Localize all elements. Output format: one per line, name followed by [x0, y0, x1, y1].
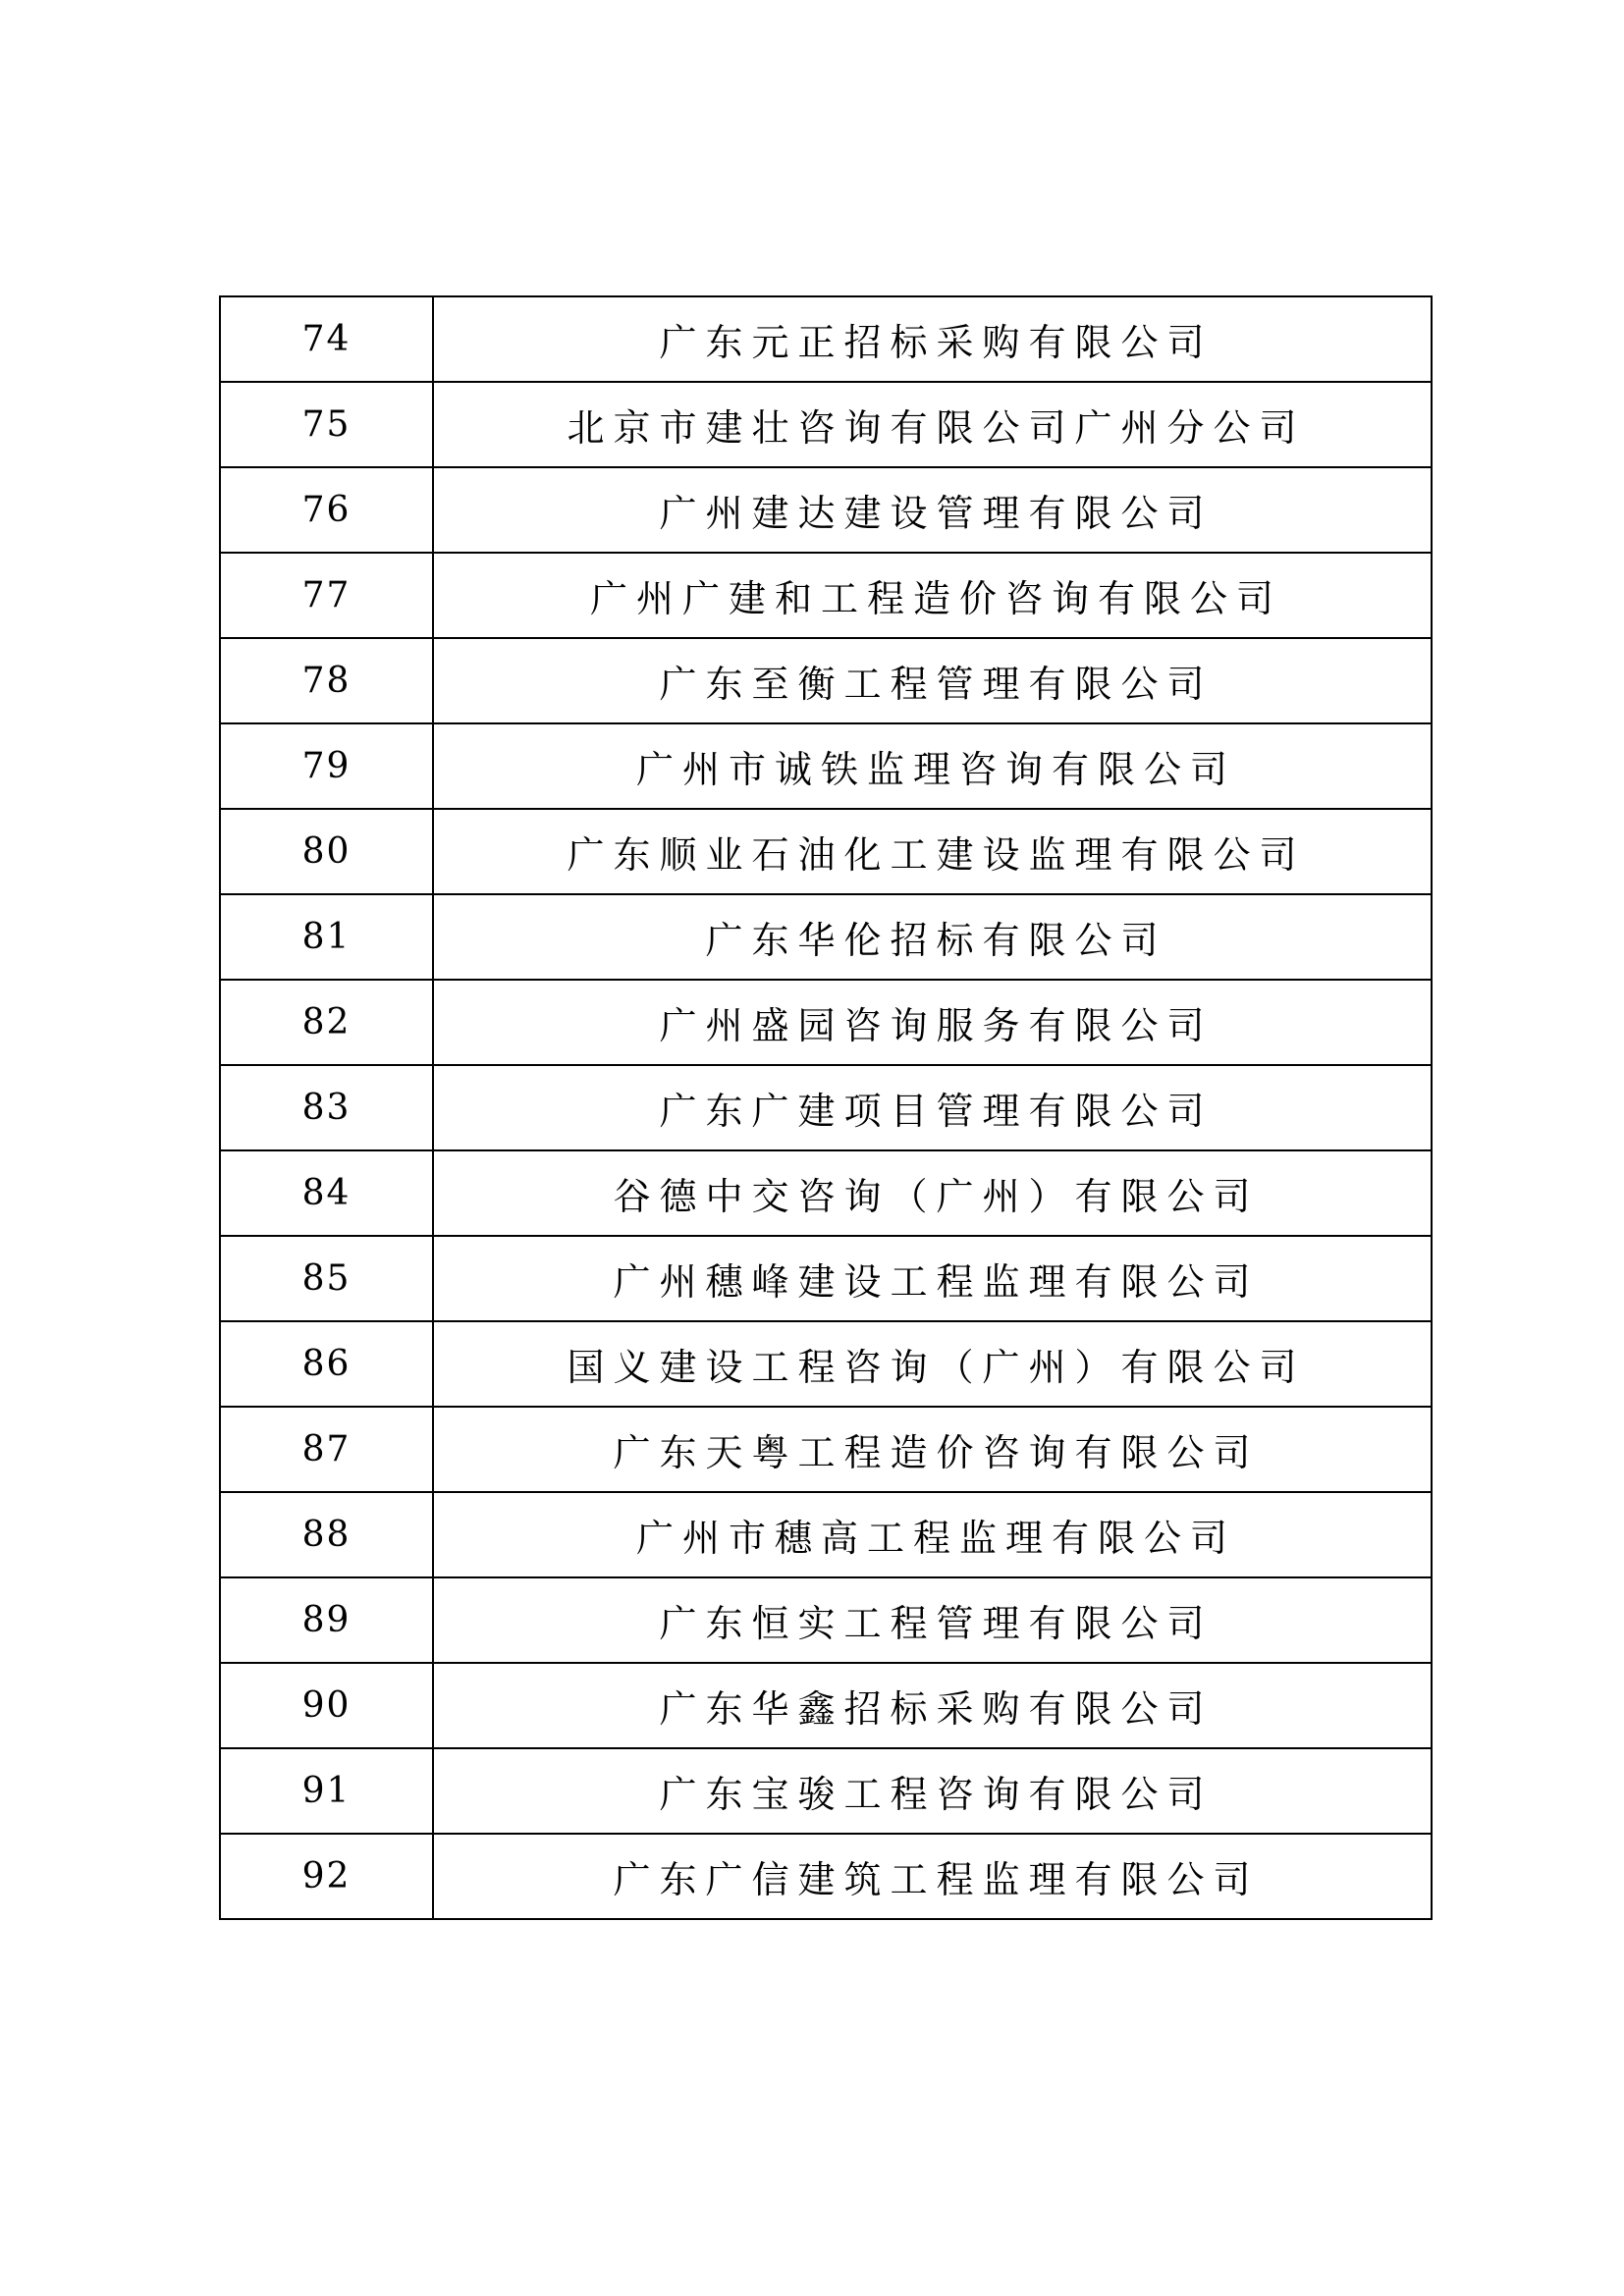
company-name-cell — [433, 1577, 1432, 1663]
company-name-cell — [433, 894, 1432, 980]
table-row — [220, 1407, 1432, 1492]
row-number: 79 — [220, 723, 433, 809]
table-row — [220, 467, 1432, 553]
table-row — [220, 1492, 1432, 1577]
company-name-cell — [433, 1663, 1432, 1748]
table-row — [220, 1150, 1432, 1236]
company-name-cell — [433, 296, 1432, 382]
company-name: 广东华伦招标有限公司 — [705, 919, 1167, 962]
table-row — [220, 296, 1432, 382]
table-row — [220, 382, 1432, 467]
company-name: 广州穗峰建设工程监理有限公司 — [613, 1260, 1260, 1304]
company-name: 广东宝骏工程咨询有限公司 — [659, 1773, 1214, 1816]
row-number: 85 — [220, 1236, 433, 1321]
row-number: 80 — [220, 809, 433, 894]
row-number: 77 — [220, 553, 433, 638]
table-row — [220, 1748, 1432, 1834]
company-name: 谷德中交咨询（广州）有限公司 — [613, 1175, 1260, 1218]
row-number: 83 — [220, 1065, 433, 1150]
row-number: 87 — [220, 1407, 433, 1492]
table-row — [220, 1834, 1432, 1919]
row-number: 76 — [220, 467, 433, 553]
company-name: 广东顺业石油化工建设监理有限公司 — [567, 833, 1306, 877]
table-row — [220, 1321, 1432, 1407]
row-number: 88 — [220, 1492, 433, 1577]
company-name-cell — [433, 1492, 1432, 1577]
table-row — [220, 1065, 1432, 1150]
company-name-cell — [433, 467, 1432, 553]
company-name-cell — [433, 1065, 1432, 1150]
company-name: 广州市穗高工程监理有限公司 — [635, 1517, 1236, 1560]
company-name-cell — [433, 980, 1432, 1065]
company-list-table — [219, 295, 1433, 1920]
row-number: 92 — [220, 1834, 433, 1919]
table-row — [220, 1577, 1432, 1663]
company-name: 广东恒实工程管理有限公司 — [659, 1602, 1214, 1645]
table-row — [220, 553, 1432, 638]
company-name-cell — [433, 1321, 1432, 1407]
table-row — [220, 638, 1432, 723]
company-name: 广东至衡工程管理有限公司 — [659, 663, 1214, 706]
table-row — [220, 1663, 1432, 1748]
row-number: 91 — [220, 1748, 433, 1834]
company-name-cell — [433, 723, 1432, 809]
company-name: 广州广建和工程造价咨询有限公司 — [589, 577, 1282, 620]
table-row — [220, 1236, 1432, 1321]
table-row — [220, 723, 1432, 809]
company-name-cell — [433, 382, 1432, 467]
row-number: 74 — [220, 296, 433, 382]
row-number: 84 — [220, 1150, 433, 1236]
company-name: 广州市诚铁监理咨询有限公司 — [635, 748, 1236, 791]
company-name-cell — [433, 1407, 1432, 1492]
company-name: 广州建达建设管理有限公司 — [659, 492, 1214, 535]
table-row — [220, 809, 1432, 894]
company-name: 广东天粤工程造价咨询有限公司 — [613, 1431, 1260, 1474]
company-name: 广东元正招标采购有限公司 — [659, 321, 1214, 364]
company-name: 广东广建项目管理有限公司 — [659, 1090, 1214, 1133]
company-name-cell — [433, 1236, 1432, 1321]
company-name-cell — [433, 638, 1432, 723]
company-name-cell — [433, 553, 1432, 638]
company-list-body — [220, 296, 1432, 1919]
row-number: 75 — [220, 382, 433, 467]
row-number: 86 — [220, 1321, 433, 1407]
row-number: 82 — [220, 980, 433, 1065]
row-number: 78 — [220, 638, 433, 723]
company-name-cell — [433, 1834, 1432, 1919]
company-name-cell — [433, 1150, 1432, 1236]
company-name: 广东华鑫招标采购有限公司 — [659, 1687, 1214, 1731]
company-name: 国义建设工程咨询（广州）有限公司 — [567, 1346, 1306, 1389]
company-name-cell — [433, 809, 1432, 894]
company-name: 北京市建壮咨询有限公司广州分公司 — [567, 406, 1306, 450]
table-row — [220, 980, 1432, 1065]
row-number: 81 — [220, 894, 433, 980]
company-name: 广东广信建筑工程监理有限公司 — [613, 1858, 1260, 1901]
row-number: 90 — [220, 1663, 433, 1748]
row-number: 89 — [220, 1577, 433, 1663]
company-name: 广州盛园咨询服务有限公司 — [659, 1004, 1214, 1047]
table-row — [220, 894, 1432, 980]
company-name-cell — [433, 1748, 1432, 1834]
